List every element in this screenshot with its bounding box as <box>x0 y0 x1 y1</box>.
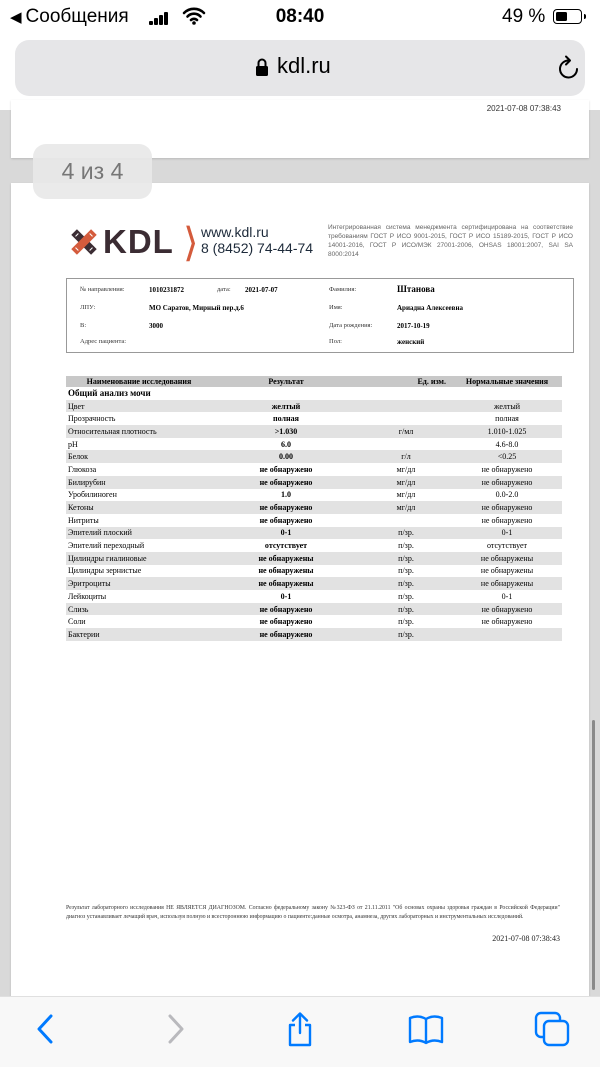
kdl-logo-mark-icon <box>67 225 101 259</box>
table-row <box>66 514 562 527</box>
row-result: 0.00 <box>212 450 360 463</box>
share-icon[interactable] <box>282 1011 318 1047</box>
page-indicator: 4 из 4 <box>33 144 152 199</box>
row-result: не обнаружено <box>212 603 360 616</box>
row-result: не обнаружено <box>259 515 313 525</box>
row-unit: г/л <box>360 450 452 463</box>
table-row <box>66 450 562 463</box>
row-unit: мг/дл <box>396 464 416 474</box>
row-name: Кетоны <box>66 501 212 514</box>
address-label: Адрес пациента: <box>80 338 127 345</box>
header-norm: Нормальные значения <box>452 376 562 387</box>
row-norm: 4.6-8.0 <box>495 439 519 449</box>
row-unit: мг/дл <box>360 501 452 514</box>
logo-brace-icon: ⟩ <box>183 221 199 265</box>
name-label: Имя: <box>329 304 343 311</box>
pdf-viewer[interactable] <box>0 104 600 996</box>
row-unit: п/зр. <box>398 617 414 627</box>
chevron-left-icon[interactable] <box>28 1011 64 1047</box>
row-result: не обнаружено <box>259 464 313 474</box>
row-result: 0-1 <box>280 591 292 601</box>
row-unit: п/зр. <box>360 527 452 540</box>
row-unit: г/мл <box>360 425 452 438</box>
row-norm: <0.25 <box>452 450 562 463</box>
section-title: Общий анализ мочи <box>68 387 151 398</box>
row-name: Относительная плотность <box>66 425 212 438</box>
row-result: желтый <box>212 400 360 413</box>
row-name: pH <box>68 439 78 449</box>
b-value: 3000 <box>149 322 163 330</box>
row-name: Глюкоза <box>68 464 97 474</box>
referral-label: № направления: <box>80 286 125 293</box>
row-unit: п/зр. <box>398 541 414 551</box>
row-result: не обнаружены <box>258 566 314 576</box>
row-result: не обнаружены <box>212 552 360 565</box>
table-row <box>66 425 562 438</box>
lock-icon <box>255 56 269 78</box>
table-row <box>66 577 562 590</box>
row-result: отсутствует <box>264 541 308 551</box>
results-table <box>66 376 562 641</box>
phone-text: 8 (8452) 74-44-74 <box>201 240 314 256</box>
patient-info <box>66 278 574 353</box>
birth-value: 2017-10-19 <box>397 322 430 330</box>
kdl-logo <box>67 221 199 265</box>
table-row <box>66 400 562 413</box>
row-name: Цвет <box>66 400 212 413</box>
table-row <box>66 590 562 603</box>
row-result: не обнаружены <box>212 577 360 590</box>
table-row <box>66 552 562 565</box>
header-unit: Ед. изм. <box>360 376 452 387</box>
row-result: не обнаружено <box>212 476 360 489</box>
address-bar[interactable] <box>15 40 585 96</box>
chevron-right-icon[interactable] <box>157 1011 193 1047</box>
surname-label: Фамилия: <box>329 286 357 293</box>
printed-timestamp: 2021-07-08 07:38:43 <box>492 934 560 943</box>
table-row <box>66 501 562 514</box>
row-norm: не обнаружено <box>481 617 533 627</box>
surname-value: Штанова <box>397 284 435 294</box>
row-name: Белок <box>66 450 212 463</box>
lpu-value: МО Саратов, Мирный пер.д.6 <box>149 304 244 312</box>
row-norm: не обнаружены <box>452 552 562 565</box>
row-norm: полная <box>495 414 519 424</box>
table-row <box>66 476 562 489</box>
row-unit: п/зр. <box>360 577 452 590</box>
row-result: 1.0 <box>281 490 291 500</box>
table-header <box>66 376 562 387</box>
date-value: 2021-07-07 <box>245 286 278 294</box>
back-label: Сообщения <box>25 6 129 27</box>
row-result: не обнаружено <box>259 617 313 627</box>
table-row <box>66 527 562 540</box>
pdf-page <box>11 183 589 1013</box>
sex-label: Пол: <box>329 338 342 345</box>
kdl-logo-text: KDL <box>103 223 174 260</box>
row-name: Слизь <box>66 603 212 616</box>
row-result: >1.030 <box>212 425 360 438</box>
row-unit: п/зр. <box>360 603 452 616</box>
previous-page-stamp: 2021-07-08 07:38:43 <box>486 104 561 113</box>
row-norm: 0-1 <box>501 591 513 601</box>
url-text[interactable]: kdl.ru <box>277 53 331 78</box>
row-name: Бактерии <box>66 628 212 641</box>
battery-icon <box>553 9 582 24</box>
table-row <box>66 438 562 451</box>
row-norm: не обнаружено <box>452 501 562 514</box>
bottom-toolbar <box>0 996 600 1067</box>
row-norm: 0-1 <box>452 527 562 540</box>
table-row <box>66 463 562 476</box>
back-triangle-icon: ◀ <box>10 9 22 26</box>
clock: 08:40 <box>275 6 325 27</box>
row-name: Нитриты <box>68 515 99 525</box>
header-name: Наименование исследования <box>66 376 212 387</box>
row-name: Цилиндры гиалиновые <box>66 552 212 565</box>
row-norm <box>452 628 562 641</box>
row-norm: не обнаружено <box>452 603 562 616</box>
row-result: не обнаружено <box>212 628 360 641</box>
row-result: полная <box>273 414 299 424</box>
book-icon[interactable] <box>408 1011 444 1047</box>
row-unit <box>360 438 452 451</box>
birth-label: Дата рождения: <box>329 322 373 329</box>
section-row <box>66 387 562 400</box>
name-value: Ариадна Алексеевна <box>397 304 463 312</box>
site-text: www.kdl.ru <box>201 224 269 240</box>
battery-percent: 49 % <box>502 6 546 27</box>
row-norm: не обнаружено <box>481 515 533 525</box>
reload-icon[interactable] <box>556 54 582 82</box>
row-norm: не обнаружены <box>452 577 562 590</box>
row-norm: 1.010-1.025 <box>452 425 562 438</box>
certification-text: Интегрированная система менеджмента сертифицирована на соответствие требованиям ГОСТ Р ИСО 9001-2015, ГОСТ Р ИСО 15189-2015, ГОСТ Р ИСО 14001-2016, ГОСТ Р ИСО/МЭК 27001-2006, OHSAS 18001:2007, SAI SA 8000:2014 <box>328 224 573 258</box>
table-row <box>66 489 562 502</box>
table-row <box>66 412 562 425</box>
table-row <box>66 565 562 578</box>
row-unit <box>360 412 452 425</box>
lpu-label: ЛПУ: <box>80 304 96 311</box>
row-name: Эритроциты <box>66 577 212 590</box>
row-name: Соли <box>68 617 86 627</box>
row-name: Прозрачность <box>68 414 116 424</box>
row-result: 6.0 <box>281 439 291 449</box>
disclaimer-text: Результат лабораторного исследования НЕ ЯВЛЯЕТСЯ ДИАГНОЗОМ. Согласно федеральному закону №323-ФЗ от 21.11.2011 "Об основах охраны здоровья граждан в Российской Федерации" диагноз устанавливает лечащий врач, используя полную и всестороннюю информацию о пациенте:данные осмотра, анамнеза, других лабораторных и инструментальных исследований. <box>66 905 560 920</box>
table-row <box>66 615 562 628</box>
tabs-icon[interactable] <box>534 1011 570 1047</box>
row-unit: п/зр. <box>398 566 414 576</box>
row-unit: п/зр. <box>360 628 452 641</box>
row-name: Эпителий переходный <box>68 541 145 551</box>
row-name: Эпителий плоский <box>66 527 212 540</box>
row-norm: отсутствует <box>486 541 528 551</box>
table-row <box>66 628 562 641</box>
table-row <box>66 603 562 616</box>
b-label: В: <box>80 322 87 329</box>
row-norm: 0.0-2.0 <box>495 490 519 500</box>
row-name: Билирубин <box>66 476 212 489</box>
row-norm: желтый <box>452 400 562 413</box>
date-label: дата: <box>217 286 231 293</box>
sex-value: женский <box>397 338 425 346</box>
row-unit: мг/дл <box>396 490 416 500</box>
row-unit <box>360 514 452 527</box>
row-unit <box>360 400 452 413</box>
row-unit: п/зр. <box>398 591 414 601</box>
row-name: Лейкоциты <box>68 591 107 601</box>
row-result: не обнаружено <box>212 501 360 514</box>
scrollbar[interactable] <box>592 720 595 990</box>
status-bar <box>0 0 600 36</box>
row-norm: не обнаружены <box>480 566 534 576</box>
row-unit: мг/дл <box>360 476 452 489</box>
header-result: Результат <box>212 376 360 387</box>
row-result: 0-1 <box>212 527 360 540</box>
row-name: Цилиндры зернистые <box>68 566 142 576</box>
row-norm: не обнаружено <box>452 476 562 489</box>
row-norm: не обнаружено <box>481 464 533 474</box>
table-row <box>66 539 562 552</box>
referral-value: 1010231872 <box>149 286 184 294</box>
row-name: Уробилиноген <box>68 490 117 500</box>
row-unit: п/зр. <box>360 552 452 565</box>
